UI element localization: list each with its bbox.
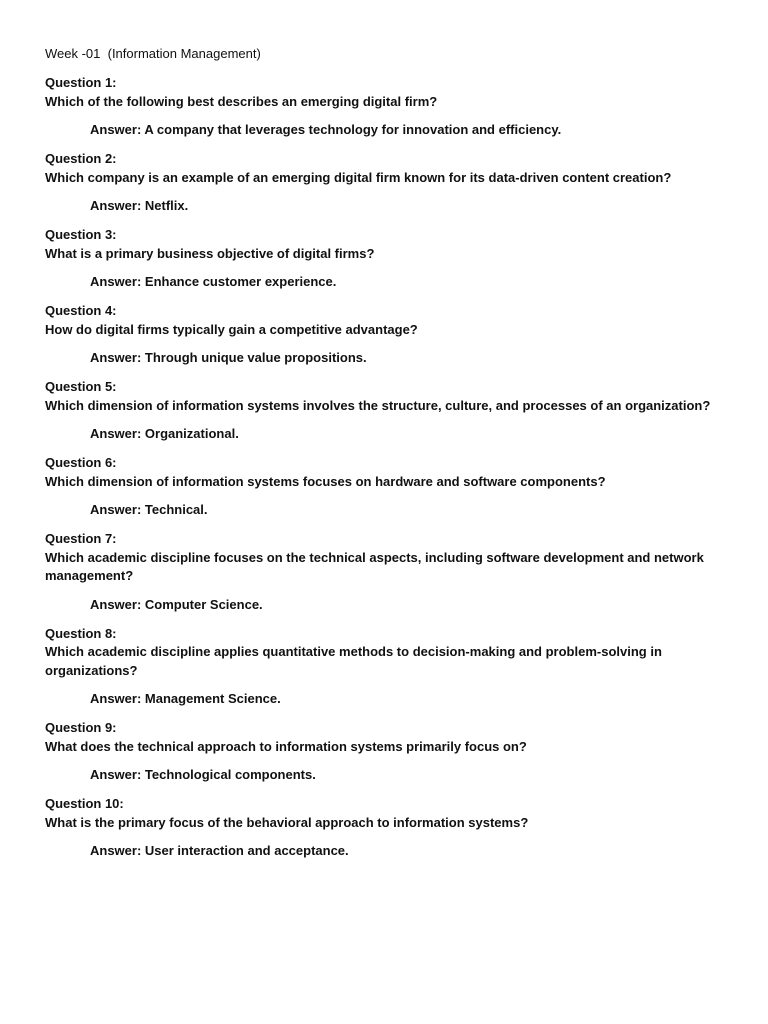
question-text: Which dimension of information systems focuses on hardware and software components?: [45, 473, 606, 489]
question-label: Question 8:: [45, 625, 117, 641]
question-text: Which of the following best describes an emerging digital firm?: [45, 93, 438, 109]
qa-item-2: [45, 150, 735, 215]
answer-text: Answer: Organizational.: [90, 426, 239, 441]
document-header: Week -01 (Information Management): [45, 46, 261, 61]
question-label: Question 10:: [45, 796, 124, 811]
question-label: Question 7:: [45, 531, 117, 546]
qa-item-8: [45, 625, 735, 709]
qa-item-7: [45, 530, 735, 614]
qa-item-6: [45, 454, 735, 519]
question-label: Question 6:: [45, 455, 117, 470]
question-text: Which academic discipline focuses on the technical aspects, including software development and network management?: [45, 549, 704, 583]
qa-item-9: [45, 719, 735, 784]
answer-text: Answer: Netflix.: [90, 198, 189, 213]
qa-item-3: [45, 226, 735, 291]
question-text: What is a primary business objective of digital firms?: [45, 245, 375, 261]
answer-text: Answer: A company that leverages technology for innovation and efficiency.: [90, 122, 562, 137]
qa-item-1: [45, 74, 735, 139]
answer-text: Answer: Computer Science.: [90, 596, 263, 612]
answer-text: Answer: Enhance customer experience.: [90, 274, 337, 289]
answer-text: Answer: Through unique value propositions.: [90, 350, 367, 365]
question-text: How do digital firms typically gain a competitive advantage?: [45, 321, 418, 337]
question-label: Question 4:: [45, 303, 117, 318]
question-text: Which company is an example of an emerging digital firm known for its data-driven content creation?: [45, 169, 672, 185]
qa-item-10: [45, 795, 735, 860]
question-label: Question 1:: [45, 75, 117, 90]
answer-text: Answer: Technological components.: [90, 767, 316, 782]
question-text: What does the technical approach to information systems primarily focus on?: [45, 738, 527, 754]
question-label: Question 9:: [45, 720, 117, 735]
document-page: [45, 45, 735, 871]
question-label: Question 5:: [45, 379, 117, 394]
question-label: Question 2:: [45, 151, 117, 166]
qa-item-4: [45, 302, 735, 367]
answer-text: Answer: User interaction and acceptance.: [90, 843, 349, 858]
question-text: What is the primary focus of the behavioral approach to information systems?: [45, 814, 529, 830]
question-text: Which dimension of information systems involves the structure, culture, and processes of an organization?: [45, 397, 711, 413]
answer-text: Answer: Management Science.: [90, 691, 281, 706]
answer-text: Answer: Technical.: [90, 502, 208, 517]
question-text: Which academic discipline applies quantitative methods to decision-making and problem-solving in organizations?: [45, 644, 662, 678]
qa-item-5: [45, 378, 735, 443]
question-label: Question 3:: [45, 227, 117, 242]
